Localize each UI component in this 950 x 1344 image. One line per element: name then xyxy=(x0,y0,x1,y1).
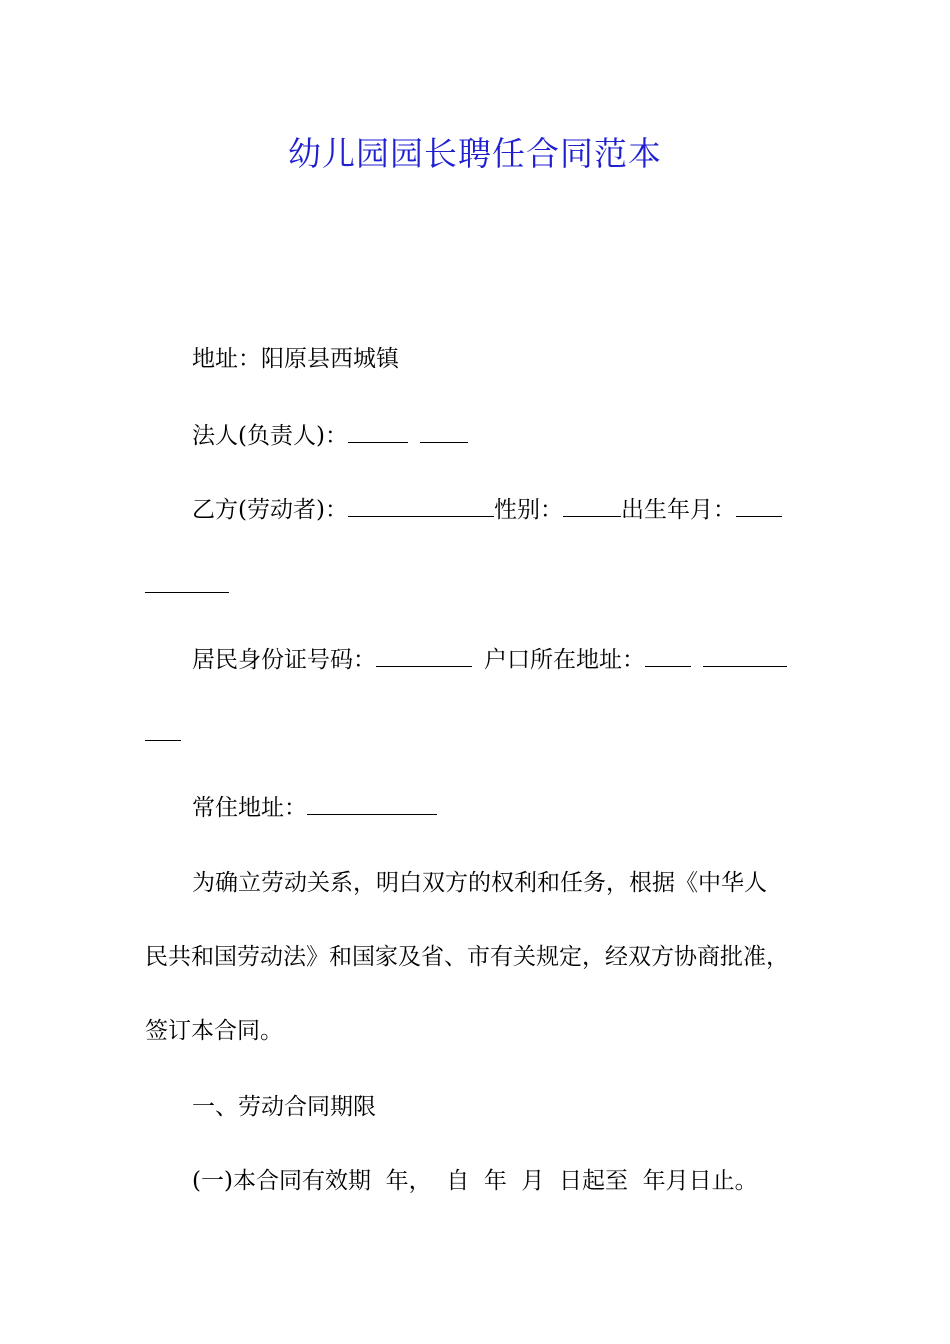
id-label: 居民身份证号码： xyxy=(192,647,376,673)
address-line xyxy=(192,344,842,374)
party-b-label: 乙方(劳动者)： xyxy=(192,497,348,523)
residence-line xyxy=(192,792,842,823)
para1-line3: 签订本合同。 xyxy=(145,1018,283,1044)
section1-heading: 一、劳动合同期限 xyxy=(192,1094,376,1120)
hukou-continuation-line xyxy=(145,718,835,749)
party-b-name-blank[interactable] xyxy=(348,494,494,517)
id-line xyxy=(192,644,842,675)
hukou-blank[interactable] xyxy=(645,644,691,667)
hukou-blank-2[interactable] xyxy=(703,644,787,667)
legal-person-line xyxy=(192,420,842,451)
contract-title: 幼儿园园长聘任合同范本 xyxy=(288,134,662,173)
hukou-label: 户口所在地址： xyxy=(484,647,645,673)
birth-label: 出生年月： xyxy=(620,497,736,523)
legal-person-label: 法人(负责人)： xyxy=(192,423,348,449)
id-blank[interactable] xyxy=(376,644,472,667)
legal-person-blank-2[interactable] xyxy=(420,420,468,443)
para1-line1: 为确立劳动关系，明白双方的权利和任务，根据《中华人 xyxy=(192,870,767,896)
birth-blank[interactable] xyxy=(736,494,782,517)
residence-label: 常住地址： xyxy=(192,795,307,821)
residence-blank[interactable] xyxy=(307,792,437,815)
section1-item1: (一)本合同有效期 年， 自 年 月 日起至 年月日止。 xyxy=(192,1168,758,1194)
hukou-blank-continued[interactable] xyxy=(145,718,181,741)
birth-continuation-line xyxy=(145,570,835,601)
party-b-line xyxy=(192,494,842,525)
para1-line2: 民共和国劳动法》和国家及省、市有关规定，经双方协商批准， xyxy=(145,944,789,970)
legal-person-blank[interactable] xyxy=(348,420,408,443)
gender-label: 性别： xyxy=(493,497,563,523)
gender-blank[interactable] xyxy=(563,494,621,517)
address-label: 地址：阳原县西城镇 xyxy=(192,346,399,372)
birth-blank-continued[interactable] xyxy=(145,570,229,593)
